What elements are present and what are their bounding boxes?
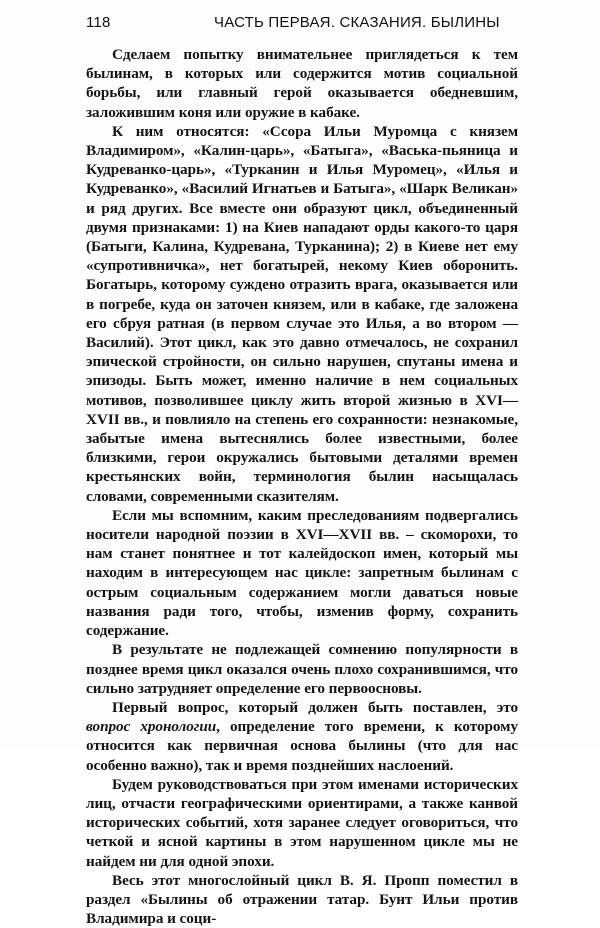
- paragraph: Будем руководствоваться при этом именами исторических лиц, отчасти географическими ориентирами, а также канвой исторических событий, хотя заранее следует оговориться, что четкой и ясной картины в этом нарушенном цикле мы не найдем ни для одной эпохи.: [86, 775, 518, 870]
- paragraph: Весь этот многослойный цикл В. Я. Пропп поместил в раздел «Былины об отражении татар. Бунт Ильи против Владимира и соци-: [86, 871, 518, 928]
- paragraph: К ним относятся: «Ссора Ильи Муромца с князем Владимиром», «Калин-царь», «Батыга», «Васька-пьяница и Кудреванко-царь», «Турканин и Илья Муромец», «Илья и Кудреванко», «Василий Игнатьев и Батыга», «Шарк Великан» и ряд других. Все вместе они образуют цикл, объединенный двумя признаками: 1) на Киев нападают орды какого-то царя (Батыги, Калина, Кудревана, Турканина); 2) в Киеве нет ему «супротивничка», нет богатырей, некому Киев оборонить. Богатырь, которому суждено отразить врага, оказывается или в погребе, куда он заточен князем, или в кабаке, где заложена его сбруя ратная (в первом случае это Илья, а во втором — Василий). Этот цикл, как это давно отмечалось, не сохранил эпической стройности, он сильно нарушен, спутаны имена и эпизоды. Быть может, именно наличие в нем социальных мотивов, позволившее циклу жить второй жизнью в XVI—XVII вв., и повлияло на степень его сохранности: незнакомые, забытые имена вытеснялись более известными, более близкими, герои окружались бытовыми деталями времен крестьянских войн, терминология былин насыщалась словами, современными сказителям.: [86, 122, 518, 505]
- paragraph: [86, 698, 518, 775]
- paragraph: В результате не подлежащей сомнению популярности в позднее время цикл оказался очень плохо сохранившимся, что сильно затрудняет определение его первоосновы.: [86, 641, 518, 697]
- paragraph-text: Первый вопрос, который должен быть поставлен, это: [112, 698, 518, 716]
- running-title: ЧАСТЬ ПЕРВАЯ. СКАЗАНИЯ. БЫЛИНЫ: [214, 14, 500, 31]
- page-number: 118: [86, 14, 111, 31]
- page-header: [86, 14, 526, 34]
- body-text: [86, 45, 518, 928]
- paragraph: Если мы вспомним, каким преследованиям подвергались носители народной поэзии в XVI—XVII вв. – скоморохи, то нам станет понятнее и тот калейдоскоп имен, который мы находим в интересующем нас цикле: запретным былинам с острым социальным содержанием могли даваться новые названия ради того, чтобы, изменив форму, сохранить содержание.: [86, 506, 518, 640]
- paragraph: Сделаем попытку внимательнее приглядеться к тем былинам, в которых или содержится мотив социальной борьбы, или главный герой оказывается обедневшим, заложившим коня или оружие в кабаке.: [86, 46, 518, 121]
- paragraph-text: , определение того времени, к которому относится как первичная основа былины (что для нас особенно важно), так и время позднейших наслоений.: [86, 718, 518, 774]
- emphasis-text: вопрос хронологии: [86, 718, 217, 736]
